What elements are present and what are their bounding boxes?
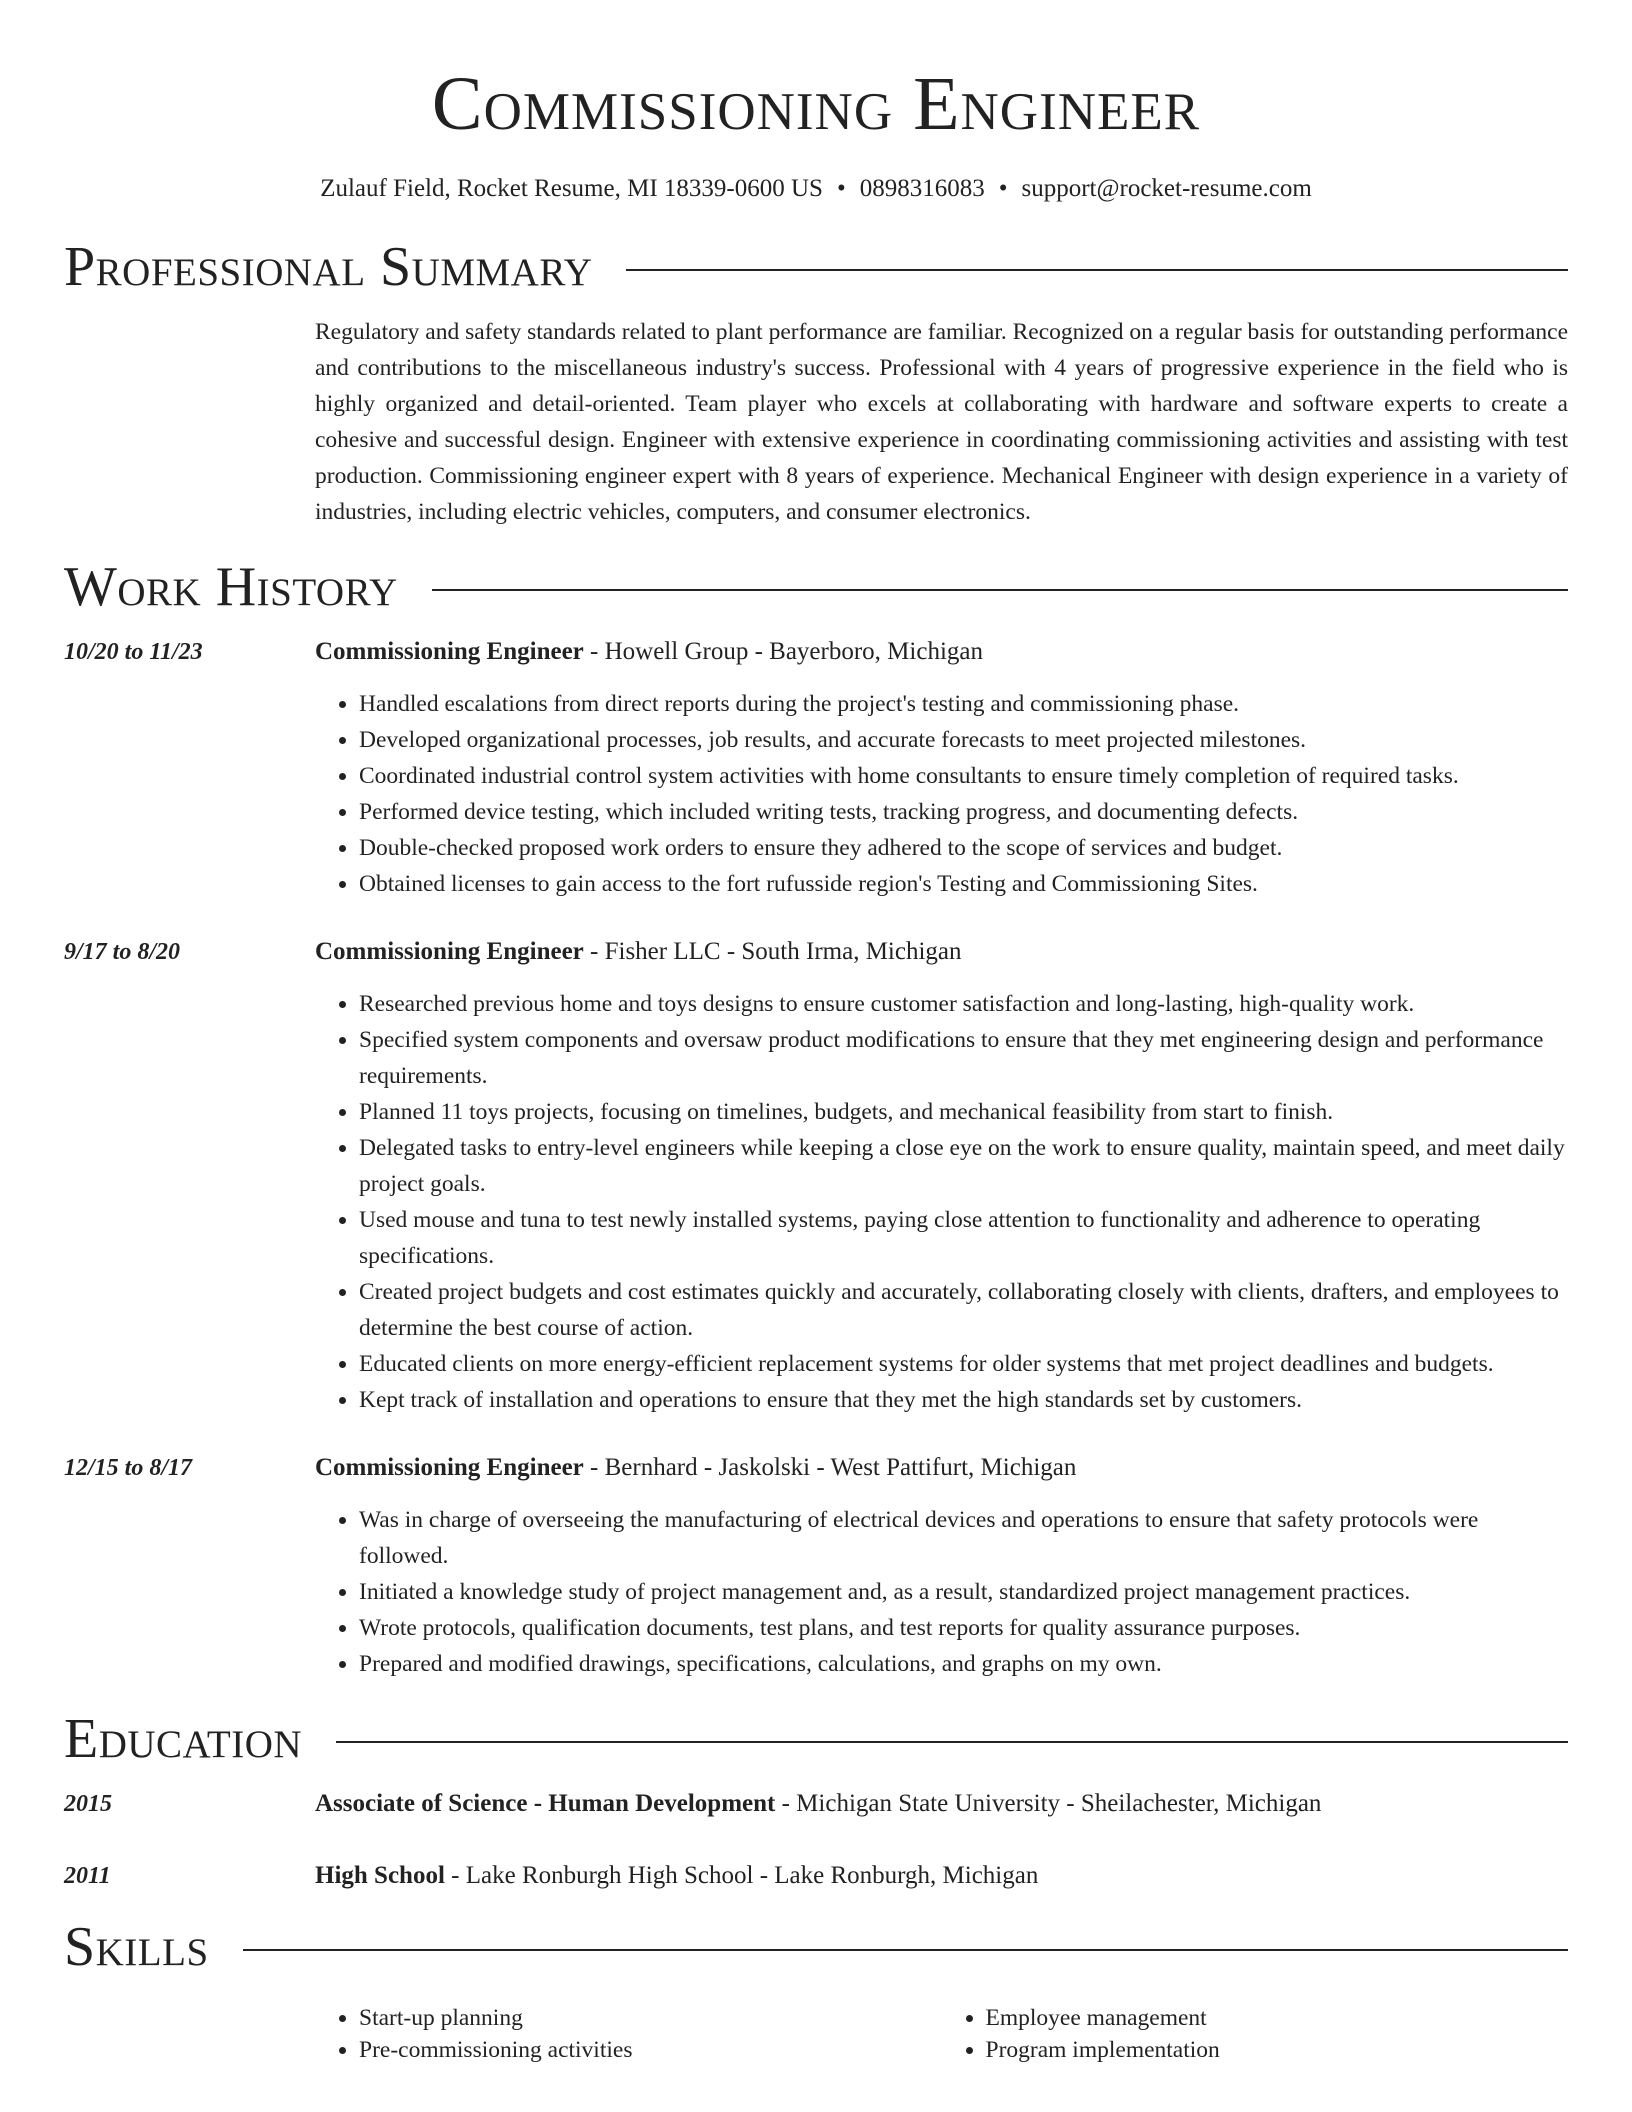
- job-employer: - Bernhard - Jaskolski - West Pattifurt, Michigan: [583, 1454, 1077, 1481]
- contact-line: [64, 172, 1568, 206]
- education-body: [315, 1858, 1568, 1894]
- job-body: [315, 634, 1568, 902]
- contact-separator: •: [998, 175, 1008, 202]
- job-bullet: • Wrote protocols, qualification documents, test plans, and test reports for quality assurance purposes.: [359, 1610, 1568, 1646]
- education-heading: Education: [64, 1708, 303, 1770]
- education-entry: [64, 1858, 1568, 1894]
- skills-list: [942, 2002, 1569, 2066]
- education-entry: [64, 1786, 1568, 1822]
- job-bullet: • Performed device testing, which included writing tests, tracking progress, and documenting defects.: [359, 794, 1568, 830]
- section-divider: [626, 269, 1568, 271]
- resume-name: Commissioning Engineer: [431, 62, 1201, 146]
- job-bullets: [315, 1502, 1568, 1682]
- job-bullet: • Obtained licenses to gain access to the fort rufusside region's Testing and Commissioning Sites.: [359, 866, 1568, 902]
- education-degree: High School: [315, 1862, 445, 1889]
- job-bullet: • Researched previous home and toys designs to ensure customer satisfaction and long-lasting, high-quality work.: [359, 986, 1568, 1022]
- education-degree: Associate of Science - Human Development: [315, 1790, 776, 1817]
- education-line: [315, 1786, 1568, 1822]
- job-date: 12/15 to 8/17: [64, 1455, 193, 1481]
- job-bullet: • Coordinated industrial control system activities with home consultants to ensure timely completion of required tasks.: [359, 758, 1568, 794]
- skills-section-header: [64, 1912, 1568, 1982]
- contact-separator: •: [836, 175, 846, 202]
- job-bullet: • Was in charge of overseeing the manufacturing of electrical devices and operations to ensure that safety protocols were followed.: [359, 1502, 1568, 1574]
- job-bullet: • Delegated tasks to entry-level engineers while keeping a close eye on the work to ensure quality, maintain speed, and meet daily project goals.: [359, 1130, 1568, 1202]
- contact-email: support@rocket-resume.com: [1021, 175, 1312, 202]
- job-bullet: • Specified system components and oversaw product modifications to ensure that they met engineering design and performance requirements.: [359, 1022, 1568, 1094]
- job-bullet: • Created project budgets and cost estimates quickly and accurately, collaborating closely with clients, drafters, and employees to determine the best course of action.: [359, 1274, 1568, 1346]
- job-bullet: • Planned 11 toys projects, focusing on timelines, budgets, and mechanical feasibility from start to finish.: [359, 1094, 1568, 1130]
- job-date: 9/17 to 8/20: [64, 939, 181, 965]
- job-employer: - Fisher LLC - South Irma, Michigan: [583, 938, 962, 965]
- section-divider: [243, 1949, 1568, 1951]
- job-bullet: • Educated clients on more energy-efficient replacement systems for older systems that met project deadlines and budgets.: [359, 1346, 1568, 1382]
- summary-heading: Professional Summary: [64, 236, 593, 298]
- job-bullets: [315, 986, 1568, 1418]
- education-school: - Lake Ronburgh High School - Lake Ronburgh, Michigan: [444, 1862, 1039, 1889]
- job-bullet: • Developed organizational processes, job results, and accurate forecasts to meet projected milestones.: [359, 722, 1568, 758]
- skill-item: • Program implementation: [986, 2034, 1569, 2066]
- skills-column-right: [942, 2002, 1569, 2066]
- contact-phone: 0898316083: [859, 175, 985, 202]
- job-employer: - Howell Group - Bayerboro, Michigan: [583, 638, 983, 665]
- education-date: 2015: [64, 1791, 112, 1817]
- summary-text: Regulatory and safety standards related to plant performance are familiar. Recognized on a regular basis for outstanding performance and contributions to the miscellaneous industry's success. Professional with 4 years of progressive experience in the field who is highly organized and detail-oriented. Team player who excels at collaborating with hardware and software experts to create a cohesive and successful design. Engineer with extensive experience in coordinating commissioning activities and assisting with test production. Commissioning engineer expert with 8 years of experience. Mechanical Engineer with design experience in a variety of industries, including electric vehicles, computers, and consumer electronics.: [315, 319, 1568, 525]
- job-title-line: [315, 1450, 1568, 1486]
- skill-item: • Employee management: [986, 2002, 1569, 2034]
- contact-address: Zulauf Field, Rocket Resume, MI 18339-0600 US: [320, 175, 823, 202]
- job-body: [315, 1450, 1568, 1682]
- job-bullet: • Initiated a knowledge study of project management and, as a result, standardized project management practices.: [359, 1574, 1568, 1610]
- summary-section-header: [64, 232, 1568, 302]
- job-date: 10/20 to 11/23: [64, 639, 203, 665]
- job-bullets: [315, 686, 1568, 902]
- job-title: Commissioning Engineer: [315, 638, 584, 665]
- skill-item: • Pre-commissioning activities: [359, 2034, 942, 2066]
- job-bullet: • Kept track of installation and operations to ensure that they met the high standards set by customers.: [359, 1382, 1568, 1418]
- education-date: 2011: [64, 1863, 111, 1889]
- skills-list: [315, 2002, 942, 2066]
- job-body: [315, 934, 1568, 1418]
- job-bullet: • Used mouse and tuna to test newly installed systems, paying close attention to functionality and adherence to operating specifications.: [359, 1202, 1568, 1274]
- section-divider: [336, 1741, 1568, 1743]
- job-bullet: • Double-checked proposed work orders to ensure they adhered to the scope of services and budget.: [359, 830, 1568, 866]
- education-line: [315, 1858, 1568, 1894]
- job-bullet: • Handled escalations from direct reports during the project's testing and commissioning phase.: [359, 686, 1568, 722]
- skills-column-left: [315, 2002, 942, 2066]
- section-divider: [432, 589, 1568, 591]
- work-heading: Work History: [64, 556, 398, 618]
- job-title-line: [315, 634, 1568, 670]
- education-body: [315, 1786, 1568, 1822]
- job-entry: [64, 934, 1568, 1418]
- work-section-header: [64, 552, 1568, 622]
- job-title: Commissioning Engineer: [315, 1454, 584, 1481]
- skills-grid: [315, 2002, 1568, 2066]
- job-bullet: • Prepared and modified drawings, specifications, calculations, and graphs on my own.: [359, 1646, 1568, 1682]
- job-title-line: [315, 934, 1568, 970]
- job-entry: [64, 1450, 1568, 1682]
- education-school: - Michigan State University - Sheilachester, Michigan: [775, 1790, 1322, 1817]
- education-section-header: [64, 1704, 1568, 1774]
- job-entry: [64, 634, 1568, 902]
- skills-heading: Skills: [64, 1916, 209, 1978]
- job-title: Commissioning Engineer: [315, 938, 584, 965]
- skill-item: • Start-up planning: [359, 2002, 942, 2034]
